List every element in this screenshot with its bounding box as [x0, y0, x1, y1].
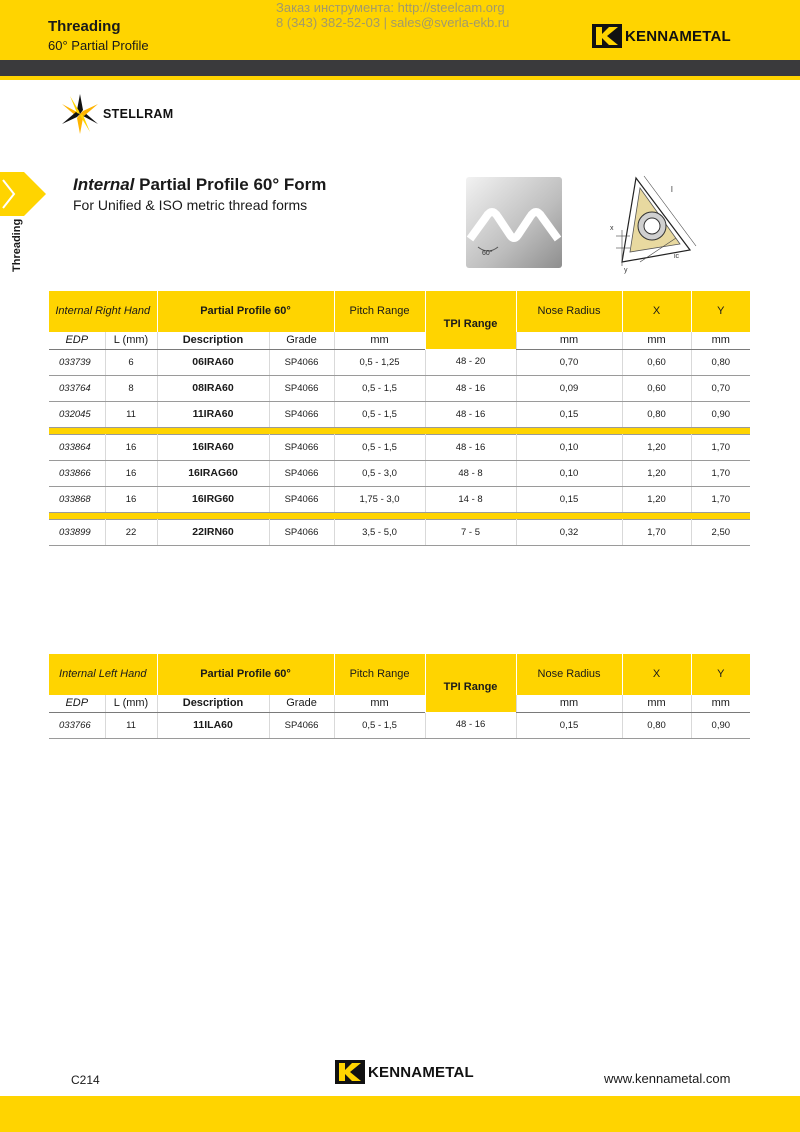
cell-x: 1,20: [622, 460, 691, 486]
header-tpi: TPI Range: [425, 291, 516, 349]
side-tab-arrow-icon: [0, 172, 46, 216]
cell-desc: 22IRN60: [157, 519, 269, 545]
cell-y: 0,90: [691, 401, 750, 427]
cell-edp: 033739: [49, 349, 105, 375]
insert-diagram-image: [600, 170, 704, 280]
header-pitch: Pitch Range: [334, 654, 425, 695]
cell-nose: 0,10: [516, 460, 622, 486]
cell-edp: 033764: [49, 375, 105, 401]
cell-l: 22: [105, 519, 157, 545]
kennametal-k-icon: [335, 1060, 365, 1084]
cell-tpi: 48 - 16: [425, 434, 516, 460]
cell-nose: 0,70: [516, 349, 622, 375]
header-nose: Nose Radius: [516, 291, 622, 332]
cell-grade: SP4066: [269, 375, 334, 401]
cell-x: 1,20: [622, 486, 691, 512]
cell-tpi: 48 - 16: [425, 375, 516, 401]
units-pitch: mm: [334, 332, 425, 349]
contact-line-1[interactable]: Заказ инструмента: http://steelcam.org: [276, 0, 505, 15]
header-contact: [276, 0, 509, 30]
cell-y: 0,70: [691, 375, 750, 401]
kennametal-logo-text: KENNAMETAL: [625, 27, 731, 45]
units-grade: Grade: [269, 332, 334, 349]
section-title-rest: Partial Profile 60° Form: [134, 175, 327, 194]
table-units-row: [49, 332, 750, 349]
cell-desc: 11ILA60: [157, 712, 269, 738]
kennametal-k-icon: [592, 24, 622, 48]
units-y: mm: [691, 332, 750, 349]
header-y: Y: [691, 291, 750, 332]
cell-nose: 0,15: [516, 712, 622, 738]
cell-l: 11: [105, 712, 157, 738]
cell-tpi: 48 - 20: [425, 349, 516, 375]
units-l: L (mm): [105, 695, 157, 712]
insert-label-x: x: [610, 225, 614, 232]
cell-desc: 11IRA60: [157, 401, 269, 427]
header-title: Threading: [48, 18, 121, 35]
table-row: [49, 401, 750, 427]
cell-pitch: 0,5 - 3,0: [334, 460, 425, 486]
section-title: [73, 175, 326, 195]
header-nose: Nose Radius: [516, 654, 622, 695]
cell-l: 16: [105, 486, 157, 512]
table-header-row: [49, 291, 750, 332]
units-pitch: mm: [334, 695, 425, 712]
thread-profile-image: [466, 177, 562, 268]
header-hand: Internal Right Hand: [49, 291, 157, 332]
units-x: mm: [622, 695, 691, 712]
cell-edp: 032045: [49, 401, 105, 427]
cell-nose: 0,32: [516, 519, 622, 545]
cell-tpi: 48 - 16: [425, 401, 516, 427]
table-row: [49, 460, 750, 486]
cell-y: 0,90: [691, 712, 750, 738]
cell-desc: 16IRG60: [157, 486, 269, 512]
cell-l: 11: [105, 401, 157, 427]
footer-band: [0, 1096, 800, 1132]
insert-label-y: y: [624, 267, 628, 274]
kennametal-logo-text: KENNAMETAL: [368, 1063, 474, 1081]
cell-l: 16: [105, 434, 157, 460]
insert-label-ic: ic: [674, 253, 680, 260]
cell-x: 0,80: [622, 712, 691, 738]
table-row: [49, 712, 750, 738]
right-hand-table: [49, 291, 750, 546]
cell-nose: 0,15: [516, 401, 622, 427]
cell-l: 6: [105, 349, 157, 375]
group-separator-bar: [49, 427, 750, 434]
cell-y: 2,50: [691, 519, 750, 545]
header-y: Y: [691, 654, 750, 695]
table-row: [49, 486, 750, 512]
units-l: L (mm): [105, 332, 157, 349]
cell-x: 1,20: [622, 434, 691, 460]
cell-edp: 033866: [49, 460, 105, 486]
kennametal-logo-footer: [335, 1060, 474, 1084]
units-desc: Description: [157, 332, 269, 349]
cell-x: 1,70: [622, 519, 691, 545]
stellram-logo-text: STELLRAM: [103, 107, 174, 121]
insert-label-l: l: [671, 185, 673, 194]
cell-tpi: 48 - 8: [425, 460, 516, 486]
table-row: [49, 519, 750, 545]
header-profile: Partial Profile 60°: [157, 654, 334, 695]
profile-angle-label: 60°: [482, 250, 493, 257]
cell-pitch: 0,5 - 1,5: [334, 712, 425, 738]
cell-pitch: 0,5 - 1,25: [334, 349, 425, 375]
cell-pitch: 0,5 - 1,5: [334, 401, 425, 427]
cell-y: 1,70: [691, 434, 750, 460]
table-row: [49, 375, 750, 401]
stellram-star-icon: [60, 92, 100, 136]
header-x: X: [622, 654, 691, 695]
section-title-italic: Internal: [73, 175, 135, 194]
units-y: mm: [691, 695, 750, 712]
header-subtitle: 60° Partial Profile: [48, 38, 149, 53]
cell-y: 0,80: [691, 349, 750, 375]
units-nose: mm: [516, 332, 622, 349]
header-tpi: TPI Range: [425, 654, 516, 712]
cell-edp: 033864: [49, 434, 105, 460]
cell-l: 16: [105, 460, 157, 486]
kennametal-logo-header: [592, 24, 731, 48]
cell-nose: 0,10: [516, 434, 622, 460]
cell-tpi: 7 - 5: [425, 519, 516, 545]
cell-grade: SP4066: [269, 486, 334, 512]
cell-pitch: 0,5 - 1,5: [334, 434, 425, 460]
header-pitch: Pitch Range: [334, 291, 425, 332]
cell-desc: 06IRA60: [157, 349, 269, 375]
cell-grade: SP4066: [269, 460, 334, 486]
footer-url-link[interactable]: www.kennametal.com: [604, 1071, 731, 1086]
cell-tpi: 48 - 16: [425, 712, 516, 738]
table-row: [49, 349, 750, 375]
page-number: C214: [71, 1073, 100, 1087]
group-separator: [49, 427, 750, 434]
header-profile: Partial Profile 60°: [157, 291, 334, 332]
cell-pitch: 1,75 - 3,0: [334, 486, 425, 512]
cell-x: 0,80: [622, 401, 691, 427]
units-grade: Grade: [269, 695, 334, 712]
cell-x: 0,60: [622, 349, 691, 375]
cell-grade: SP4066: [269, 349, 334, 375]
cell-grade: SP4066: [269, 401, 334, 427]
cell-grade: SP4066: [269, 712, 334, 738]
header-accent-line: [0, 76, 800, 80]
units-edp: EDP: [49, 332, 105, 349]
cell-grade: SP4066: [269, 519, 334, 545]
group-separator-bar: [49, 512, 750, 519]
left-hand-table: [49, 654, 750, 739]
stellram-logo: [60, 92, 173, 136]
cell-grade: SP4066: [269, 434, 334, 460]
units-edp: EDP: [49, 695, 105, 712]
cell-x: 0,60: [622, 375, 691, 401]
cell-desc: 16IRA60: [157, 434, 269, 460]
cell-pitch: 0,5 - 1,5: [334, 375, 425, 401]
cell-desc: 16IRAG60: [157, 460, 269, 486]
contact-line-2[interactable]: 8 (343) 382-52-03 | sales@sverla-ekb.ru: [276, 15, 510, 30]
table-row: [49, 434, 750, 460]
cell-y: 1,70: [691, 486, 750, 512]
units-x: mm: [622, 332, 691, 349]
units-desc: Description: [157, 695, 269, 712]
header-hand: Internal Left Hand: [49, 654, 157, 695]
header-dark-band: [0, 60, 800, 76]
cell-l: 8: [105, 375, 157, 401]
cell-edp: 033766: [49, 712, 105, 738]
cell-nose: 0,09: [516, 375, 622, 401]
group-separator: [49, 512, 750, 519]
cell-y: 1,70: [691, 460, 750, 486]
cell-edp: 033899: [49, 519, 105, 545]
units-nose: mm: [516, 695, 622, 712]
section-subtitle: For Unified & ISO metric thread forms: [73, 197, 308, 213]
header-x: X: [622, 291, 691, 332]
cell-nose: 0,15: [516, 486, 622, 512]
table-header-row: [49, 654, 750, 695]
cell-tpi: 14 - 8: [425, 486, 516, 512]
cell-pitch: 3,5 - 5,0: [334, 519, 425, 545]
side-label: Threading: [11, 218, 23, 272]
cell-edp: 033868: [49, 486, 105, 512]
cell-desc: 08IRA60: [157, 375, 269, 401]
table-units-row: [49, 695, 750, 712]
